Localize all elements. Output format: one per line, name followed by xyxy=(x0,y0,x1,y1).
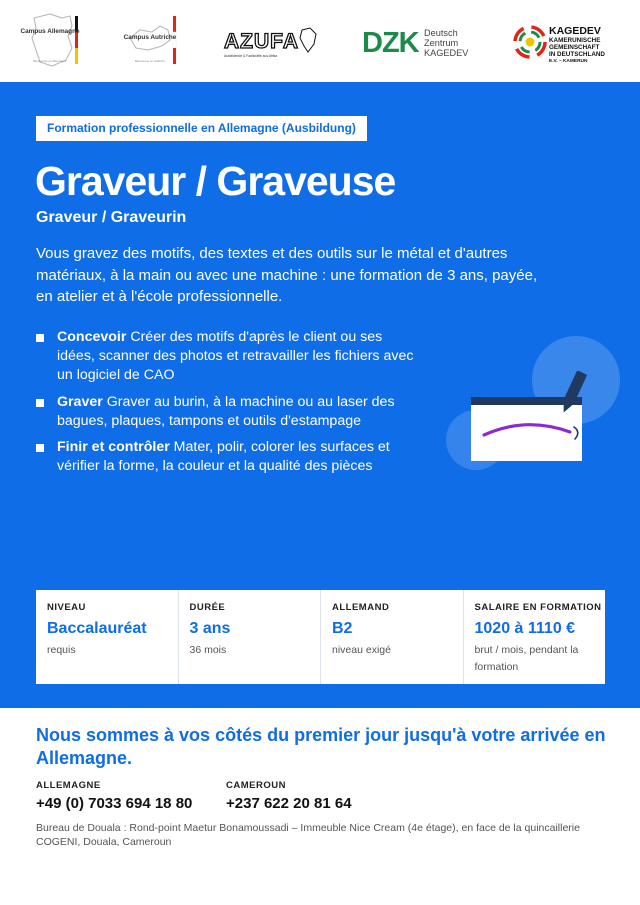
svg-text:DZK: DZK xyxy=(362,27,419,59)
svg-text:Ausbildende & Fachkräfte aus A: Ausbildende & Fachkräfte aus Afrika xyxy=(224,54,278,58)
svg-text:Campus Allemagne: Campus Allemagne xyxy=(20,28,80,35)
bullet-icon xyxy=(36,334,44,342)
fact-level xyxy=(36,590,179,684)
task-name: Graver xyxy=(57,393,103,410)
program-tag: Formation professionnelle en Allemagne (Ausbildung) xyxy=(36,116,367,141)
fact-value: 1020 à 1110 € xyxy=(474,620,576,637)
svg-text:KAGEDEV: KAGEDEV xyxy=(424,48,469,58)
svg-text:GEMEINSCHAFT: GEMEINSCHAFT xyxy=(549,44,600,51)
fact-label: NIVEAU xyxy=(47,602,86,613)
svg-text:Deutsch: Deutsch xyxy=(424,28,458,38)
svg-text:AZUFA: AZUFA xyxy=(224,30,299,53)
contact-label: ALLEMAGNE xyxy=(36,780,101,791)
contact-label: CAMEROUN xyxy=(226,780,286,791)
dzk-logo xyxy=(362,12,469,70)
fact-german-level xyxy=(321,590,464,684)
fact-note: 36 mois xyxy=(189,644,227,656)
svg-text:Zentrum: Zentrum xyxy=(424,38,459,48)
task-item xyxy=(36,328,416,386)
partner-logos xyxy=(0,0,640,82)
task-item xyxy=(36,393,416,431)
support-headline: Nous sommes à vos côtés du premier jour jusqu'à votre arrivée en Allemagne. xyxy=(36,725,606,768)
svg-text:IN DEUTSCHLAND: IN DEUTSCHLAND xyxy=(549,51,605,58)
task-item xyxy=(36,438,416,476)
job-subtitle: Graveur / Graveurin xyxy=(36,209,187,226)
task-name: Concevoir xyxy=(57,329,127,345)
svg-text:Bienvenue en Allemagne: Bienvenue en Allemagne xyxy=(33,59,67,63)
fact-value: 3 ans xyxy=(189,620,231,637)
hero-section xyxy=(0,82,640,708)
bullet-icon xyxy=(36,399,44,407)
svg-text:KAGEDEV: KAGEDEV xyxy=(549,25,601,37)
fact-value: Baccalauréat xyxy=(47,620,147,637)
task-text: Mater, polir, colorer les surfaces et vérifier la forme, la couleur et la qualité des pièces xyxy=(57,439,390,475)
contact-cameroon xyxy=(226,780,352,813)
fact-note: niveau exigé xyxy=(332,644,391,656)
bullet-icon xyxy=(36,444,44,452)
office-address: Bureau de Douala : Rond-point Maetur Bonamoussadi – Immeuble Nice Cream (4e étage), en face de la quincaillerie COGENI, Douala, Cameroun xyxy=(36,822,580,848)
fact-value: B2 xyxy=(332,620,353,637)
kagedev-logo xyxy=(510,12,612,70)
svg-text:Campus Autriche: Campus Autriche xyxy=(123,34,177,41)
phone-number-cameroon[interactable]: +237 622 20 81 64 xyxy=(226,795,352,812)
fact-duration xyxy=(179,590,322,684)
engraving-plate-illustration xyxy=(438,332,628,482)
task-name: Finir et contrôler xyxy=(57,439,170,456)
svg-text:Bienvenue en Autriche: Bienvenue en Autriche xyxy=(134,59,166,63)
svg-text:KAMERUNISCHE: KAMERUNISCHE xyxy=(549,37,601,44)
job-intro: Vous gravez des motifs, des textes et des outils sur le métal et d'autres matériaux, à la main ou avec une machine : une formation de 3 ans, payée, en atelier et à l'école professionnelle. xyxy=(36,245,538,305)
key-facts-strip xyxy=(36,590,605,684)
job-title: Graveur / Graveuse xyxy=(35,158,396,204)
task-list xyxy=(36,328,416,483)
fact-label: SALAIRE EN FORMATION xyxy=(474,602,602,613)
fact-label: ALLEMAND xyxy=(332,602,390,613)
fact-salary xyxy=(464,590,606,684)
azufa-logo xyxy=(222,12,320,70)
svg-text:E.V. – KAMERUN: E.V. – KAMERUN xyxy=(549,59,588,64)
fact-label: DURÉE xyxy=(189,602,226,613)
campus-allemagne-logo xyxy=(20,12,84,70)
fact-note: requis xyxy=(47,644,76,656)
fact-note: brut / mois, pendant la formation xyxy=(474,644,579,673)
task-text: Graver au burin, à la machine ou au laser des bagues, plaques, tampons et outils d'estampage xyxy=(57,393,395,429)
task-text: Créer des motifs d'après le client ou ses idées, scanner des photos et retravailler les fichiers avec un logiciel de CAO xyxy=(57,329,414,384)
contact-germany xyxy=(36,780,192,813)
campus-autriche-logo xyxy=(123,12,180,70)
phone-number-germany[interactable]: +49 (0) 7033 694 18 80 xyxy=(36,795,193,812)
